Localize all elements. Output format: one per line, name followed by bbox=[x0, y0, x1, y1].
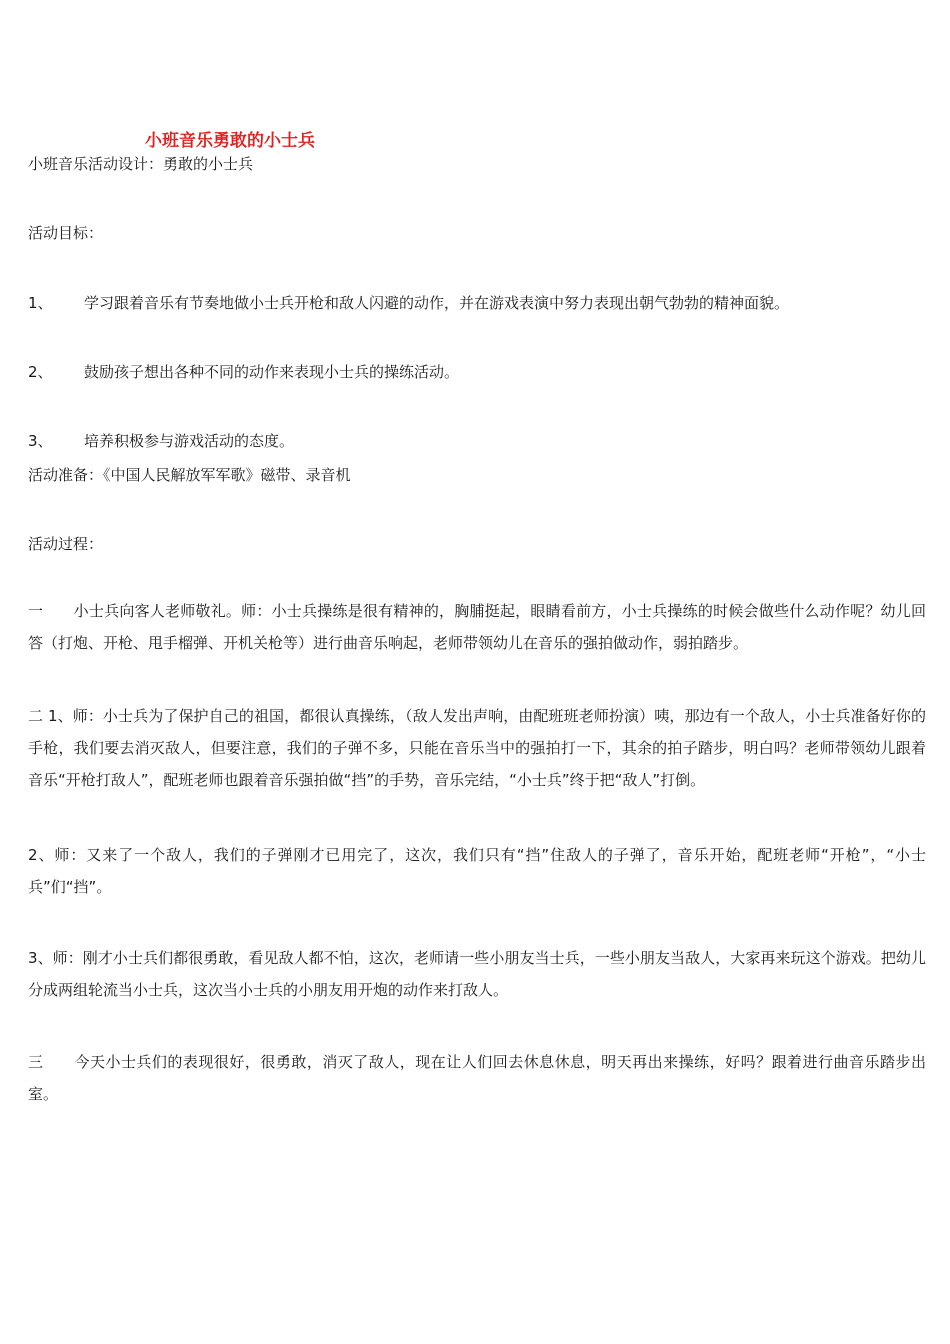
goal-number: 2、 bbox=[28, 363, 53, 381]
process-paragraph: 二 1、师：小士兵为了保护自己的祖国，都很认真操练，（敌人发出声响，由配班班老师扮演）咦，那边有一个敌人，小士兵准备好你的手枪，我们要去消灭敌人，但要注意，我们的子弹不多，只能在音乐当中的强拍打一下，其余的拍子踏步，明白吗？老师带领幼儿跟着音乐“开枪打敌人”，配班老师也跟着音乐强拍做“挡”的手势，音乐完结，“小士兵”终于把“敌人”打倒。 bbox=[28, 707, 926, 789]
goal-item bbox=[28, 361, 459, 382]
goal-number: 3、 bbox=[28, 432, 53, 450]
process-paragraph: 2、师：又来了一个敌人，我们的子弹刚才已用完了，这次，我们只有“挡”住敌人的子弹了，音乐开始，配班老师“开枪”，“小士兵”们“挡”。 bbox=[28, 846, 926, 896]
goal-text: 培养积极参与游戏活动的态度。 bbox=[84, 432, 295, 450]
goal-item bbox=[28, 292, 789, 313]
goal-text: 学习跟着音乐有节奏地做小士兵开枪和敌人闪避的动作，并在游戏表演中努力表现出朝气勃勃的精神面貌。 bbox=[84, 294, 790, 312]
document-title: 小班音乐勇敢的小士兵 bbox=[145, 131, 315, 151]
subtitle: 小班音乐活动设计：勇敢的小士兵 bbox=[28, 155, 254, 173]
process-paragraph: 三 今天小士兵们的表现很好，很勇敢，消灭了敌人，现在让人们回去休息休息，明天再出来操练，好吗？跟着进行曲音乐踏步出室。 bbox=[28, 1053, 926, 1103]
preparation: 活动准备：《中国人民解放军军歌》磁带、录音机 bbox=[28, 466, 351, 484]
process-paragraph: 3、师：刚才小士兵们都很勇敢，看见敌人都不怕，这次，老师请一些小朋友当士兵，一些小朋友当敌人，大家再来玩这个游戏。把幼儿分成两组轮流当小士兵，这次当小士兵的小朋友用开炮的动作来打敌人。 bbox=[28, 949, 926, 999]
goals-heading: 活动目标： bbox=[28, 224, 104, 242]
goal-text: 鼓励孩子想出各种不同的动作来表现小士兵的操练活动。 bbox=[84, 363, 460, 381]
goal-number: 1、 bbox=[28, 294, 53, 312]
goal-item bbox=[28, 430, 294, 451]
process-paragraph: 一 小士兵向客人老师敬礼。师：小士兵操练是很有精神的，胸脯挺起，眼睛看前方，小士兵操练的时候会做些什么动作呢？幼儿回答（打炮、开枪、甩手榴弹、开机关枪等）进行曲音乐响起，老师带领幼儿在音乐的强拍做动作，弱拍踏步。 bbox=[28, 602, 926, 652]
process-heading: 活动过程： bbox=[28, 535, 104, 553]
